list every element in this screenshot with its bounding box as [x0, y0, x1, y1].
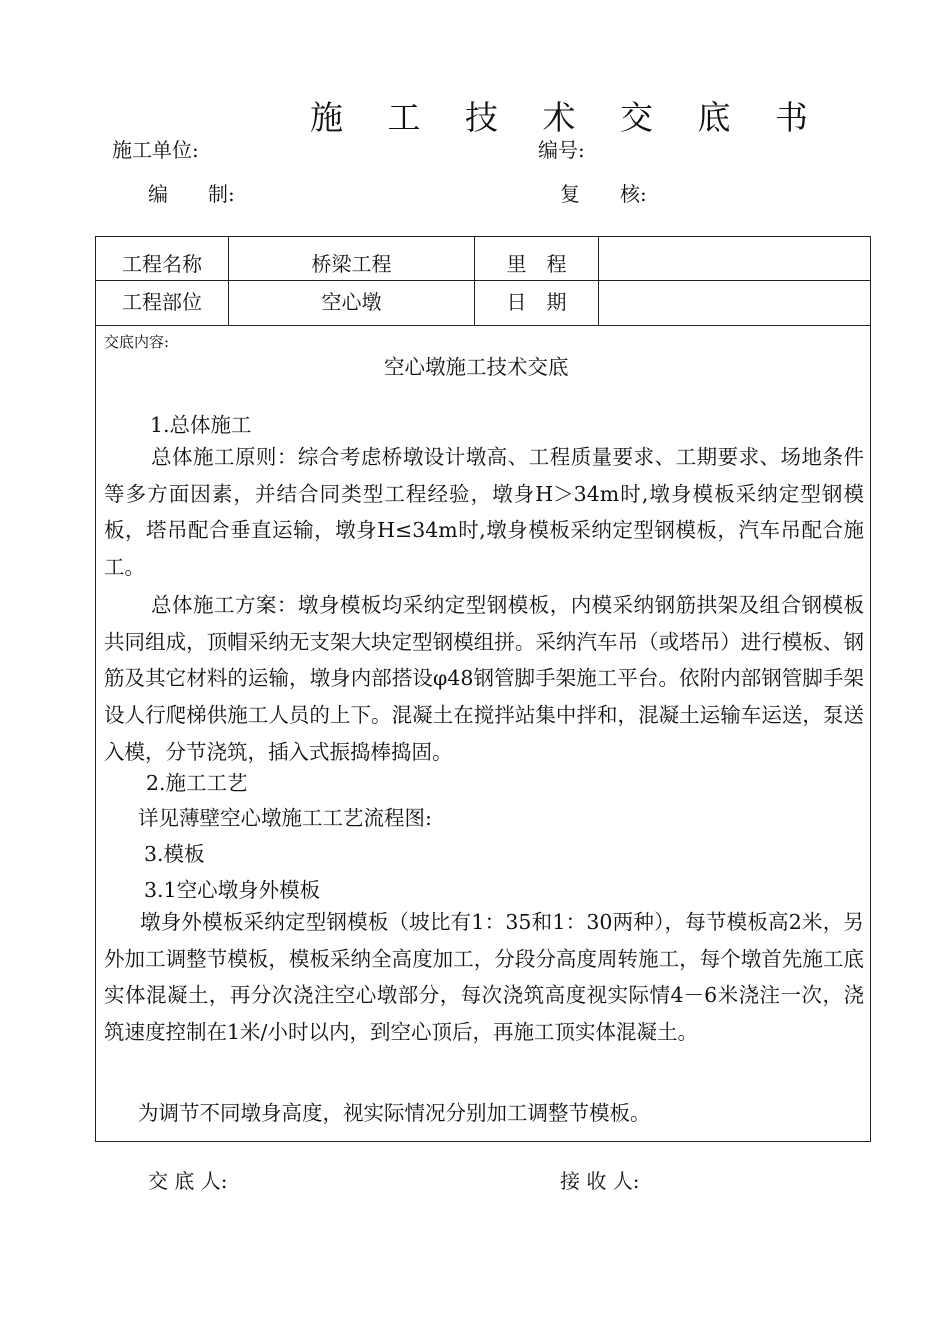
project-name-value: 桥梁工程	[311, 252, 392, 276]
content-label: 交底内容:	[104, 333, 170, 351]
section-3-heading: 3.模板	[144, 842, 205, 866]
section-1-heading: 1.总体施工	[150, 413, 252, 437]
column-divider	[598, 236, 599, 325]
section-3-1-paragraph-formwork: 墩身外模板采纳定型钢模板（坡比有1：35和1：30两种），每节模板高2米，另外加工调整节模板，模板采纳全高度加工，分段分高度周转施工，每个墩首先施工底实体混凝土，再分次浇注空心墩部分，每次浇筑高度视实际情4－6米浇注一次，浇筑速度控制在1米/小时以内，到空心顶后，再施工顶实体混凝土。	[104, 910, 864, 1045]
document-number-label: 编号:	[538, 138, 585, 162]
project-name-label: 工程名称	[122, 252, 202, 276]
handover-person-label: 交 底 人:	[148, 1169, 228, 1193]
section-3-1-heading: 3.1空心墩身外模板	[144, 878, 321, 902]
section-3-1-paragraph-adjust: 为调节不同墩身高度，视实际情况分别加工调整节模板。	[138, 1101, 651, 1125]
construction-unit-label: 施工单位:	[112, 138, 199, 162]
compiler-label: 编 制:	[148, 182, 235, 206]
reviewer-label: 复 核:	[560, 182, 647, 206]
page-title: 施 工 技 术 交 底 书	[310, 98, 825, 137]
date-label: 日 期	[506, 290, 567, 314]
section-2-heading: 2.施工工艺	[146, 771, 248, 795]
receiver-label: 接 收 人:	[560, 1169, 640, 1193]
section-1-paragraph-plan: 总体施工方案：墩身模板均采纳定型钢模板，内模采纳钢筋拱架及组合钢模板共同组成，顶帽采纳无支架大块定型钢模组拼。采纳汽车吊（或塔吊）进行模板、钢筋及其它材料的运输，墩身内部搭设φ48钢管脚手架施工平台。依附内部钢管脚手架设人行爬梯供施工人员的上下。混凝土在搅拌站集中拌和，混凝土运输车运送，泵送入模，分节浇筑，插入式振捣棒捣固。	[104, 593, 864, 764]
row-divider	[95, 280, 871, 281]
section-2-text: 详见薄壁空心墩施工工艺流程图:	[138, 806, 432, 830]
mileage-label: 里 程	[506, 252, 567, 276]
construction-part-label: 工程部位	[122, 290, 202, 314]
row-divider	[95, 325, 871, 326]
section-1-paragraph-principle: 总体施工原则：综合考虑桥墩设计墩高、工程质量要求、工期要求、场地条件等多方面因素，并结合同类型工程经验，墩身H＞34m时,墩身模板采纳定型钢模板，塔吊配合垂直运输，墩身H≤34m时,墩身模板采纳定型钢模板，汽车吊配合施工。	[104, 445, 864, 580]
construction-part-value: 空心墩	[321, 290, 382, 314]
content-title: 空心墩施工技术交底	[384, 355, 569, 379]
